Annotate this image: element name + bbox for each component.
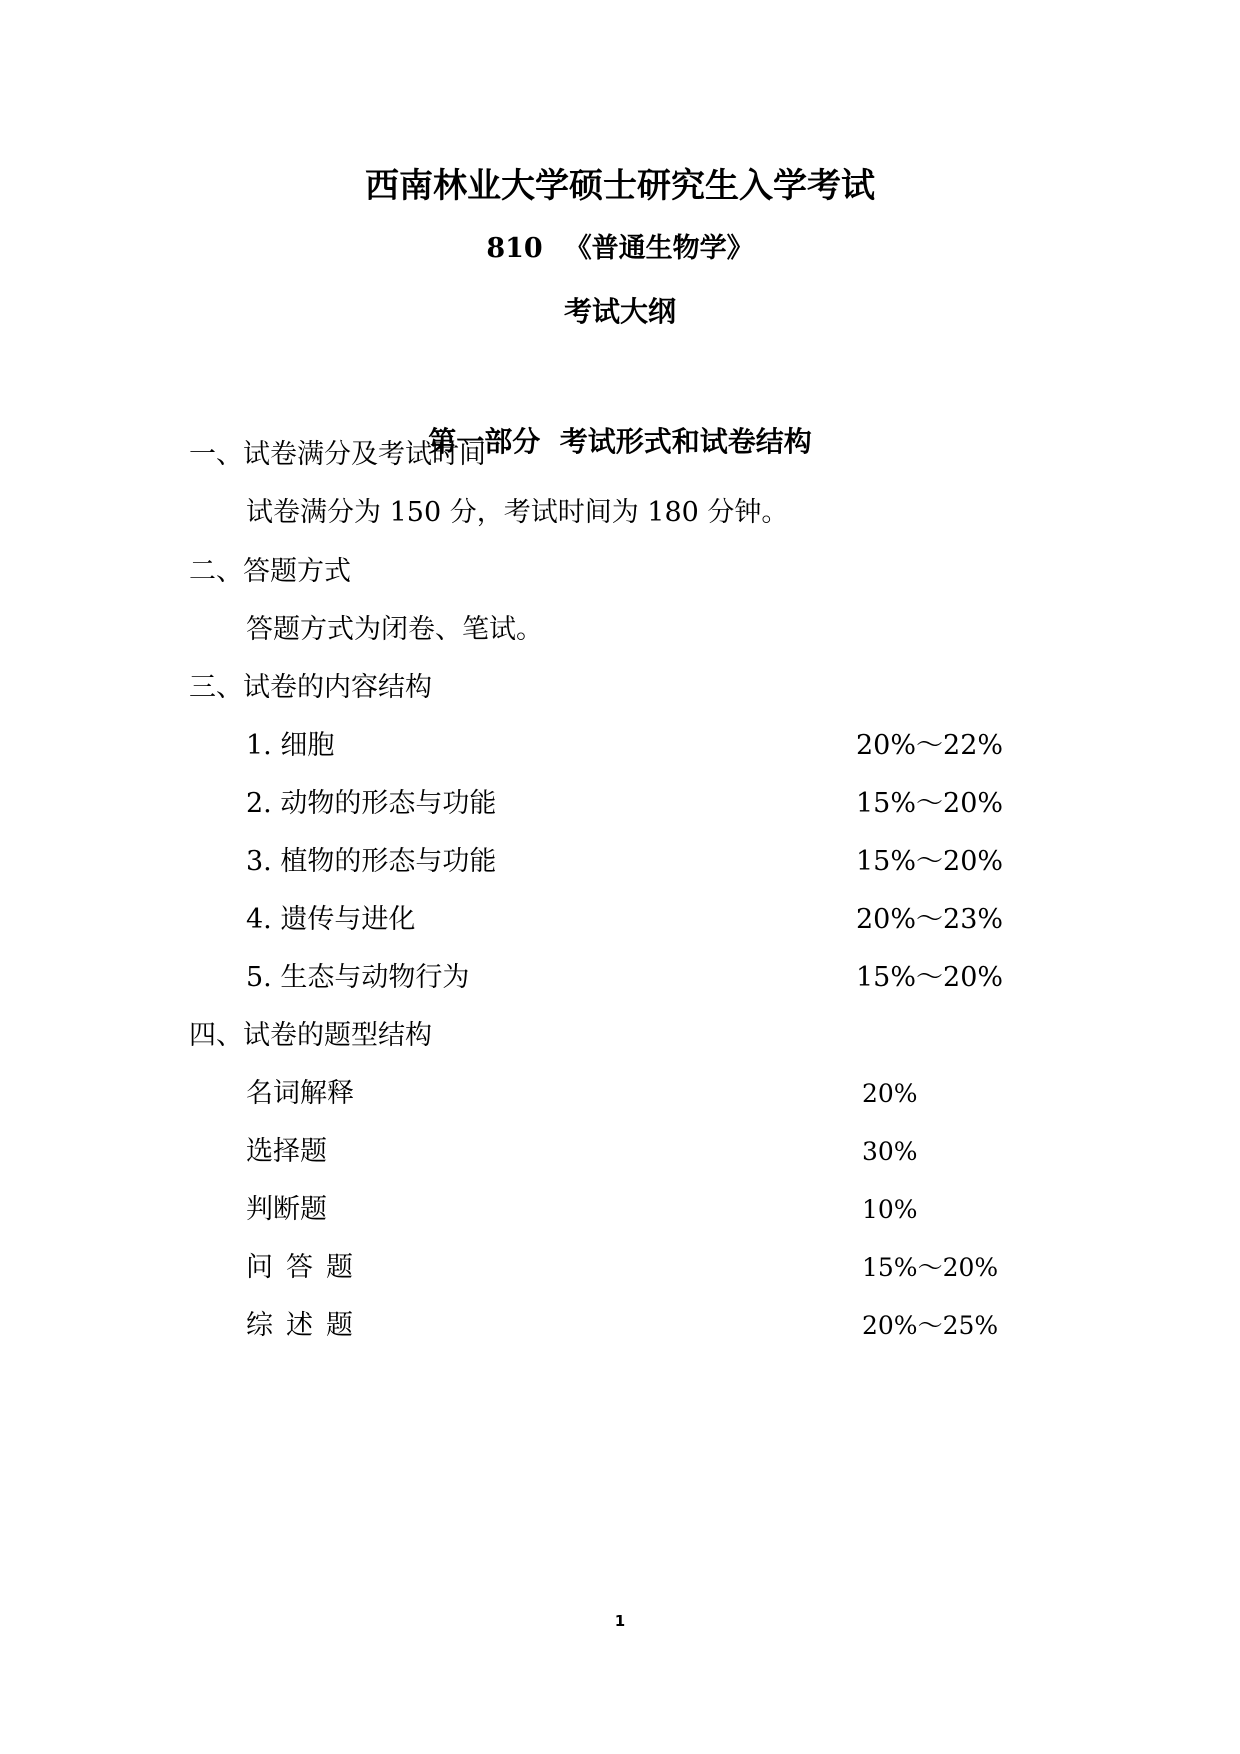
page-number: 1 bbox=[614, 1612, 626, 1630]
question-type-label: 综述题 bbox=[246, 1310, 366, 1341]
content-item-value: 15%～20% bbox=[856, 846, 1004, 877]
section-heading-answer-method: 二、答题方式 bbox=[189, 556, 351, 587]
content-item-label: 3. 植物的形态与功能 bbox=[246, 846, 497, 877]
section-heading-question-types: 四、试卷的题型结构 bbox=[189, 1020, 432, 1051]
question-type-value: 20% bbox=[862, 1079, 918, 1108]
content-item-value: 15%～20% bbox=[856, 962, 1004, 993]
part-heading: 第一部分 考试形式和试卷结构 bbox=[428, 425, 812, 458]
answer-method-text: 答题方式为闭卷、笔试。 bbox=[246, 614, 543, 645]
course-code: 810 bbox=[486, 233, 543, 264]
course-name: 《普通生物学》 bbox=[564, 233, 754, 264]
section-heading-score-time: 一、试卷满分及考试时间 bbox=[189, 439, 486, 470]
question-type-value: 20%～25% bbox=[862, 1311, 999, 1340]
question-type-label: 问答题 bbox=[246, 1252, 366, 1283]
score-time-text: 试卷满分为 150 分，考试时间为 180 分钟。 bbox=[246, 497, 789, 528]
question-type-label: 选择题 bbox=[246, 1136, 327, 1167]
question-type-value: 10% bbox=[862, 1195, 918, 1224]
document-subtitle: 考试大纲 bbox=[563, 295, 676, 328]
question-type-label: 名词解释 bbox=[246, 1078, 354, 1109]
question-type-value: 30% bbox=[862, 1137, 918, 1166]
content-item-value: 15%～20% bbox=[856, 788, 1004, 819]
question-type-value: 15%～20% bbox=[862, 1253, 999, 1282]
content-item-label: 1. 细胞 bbox=[246, 730, 335, 761]
content-item-value: 20%～22% bbox=[856, 730, 1004, 761]
content-item-label: 2. 动物的形态与功能 bbox=[246, 788, 497, 819]
question-type-label: 判断题 bbox=[246, 1194, 327, 1225]
content-item-label: 5. 生态与动物行为 bbox=[246, 962, 470, 993]
course-title bbox=[0, 226, 1240, 265]
content-item-value: 20%～23% bbox=[856, 904, 1004, 935]
document-title: 西南林业大学硕士研究生入学考试 bbox=[365, 166, 875, 206]
content-item-label: 4. 遗传与进化 bbox=[246, 904, 416, 935]
section-heading-content-structure: 三、试卷的内容结构 bbox=[189, 672, 432, 703]
